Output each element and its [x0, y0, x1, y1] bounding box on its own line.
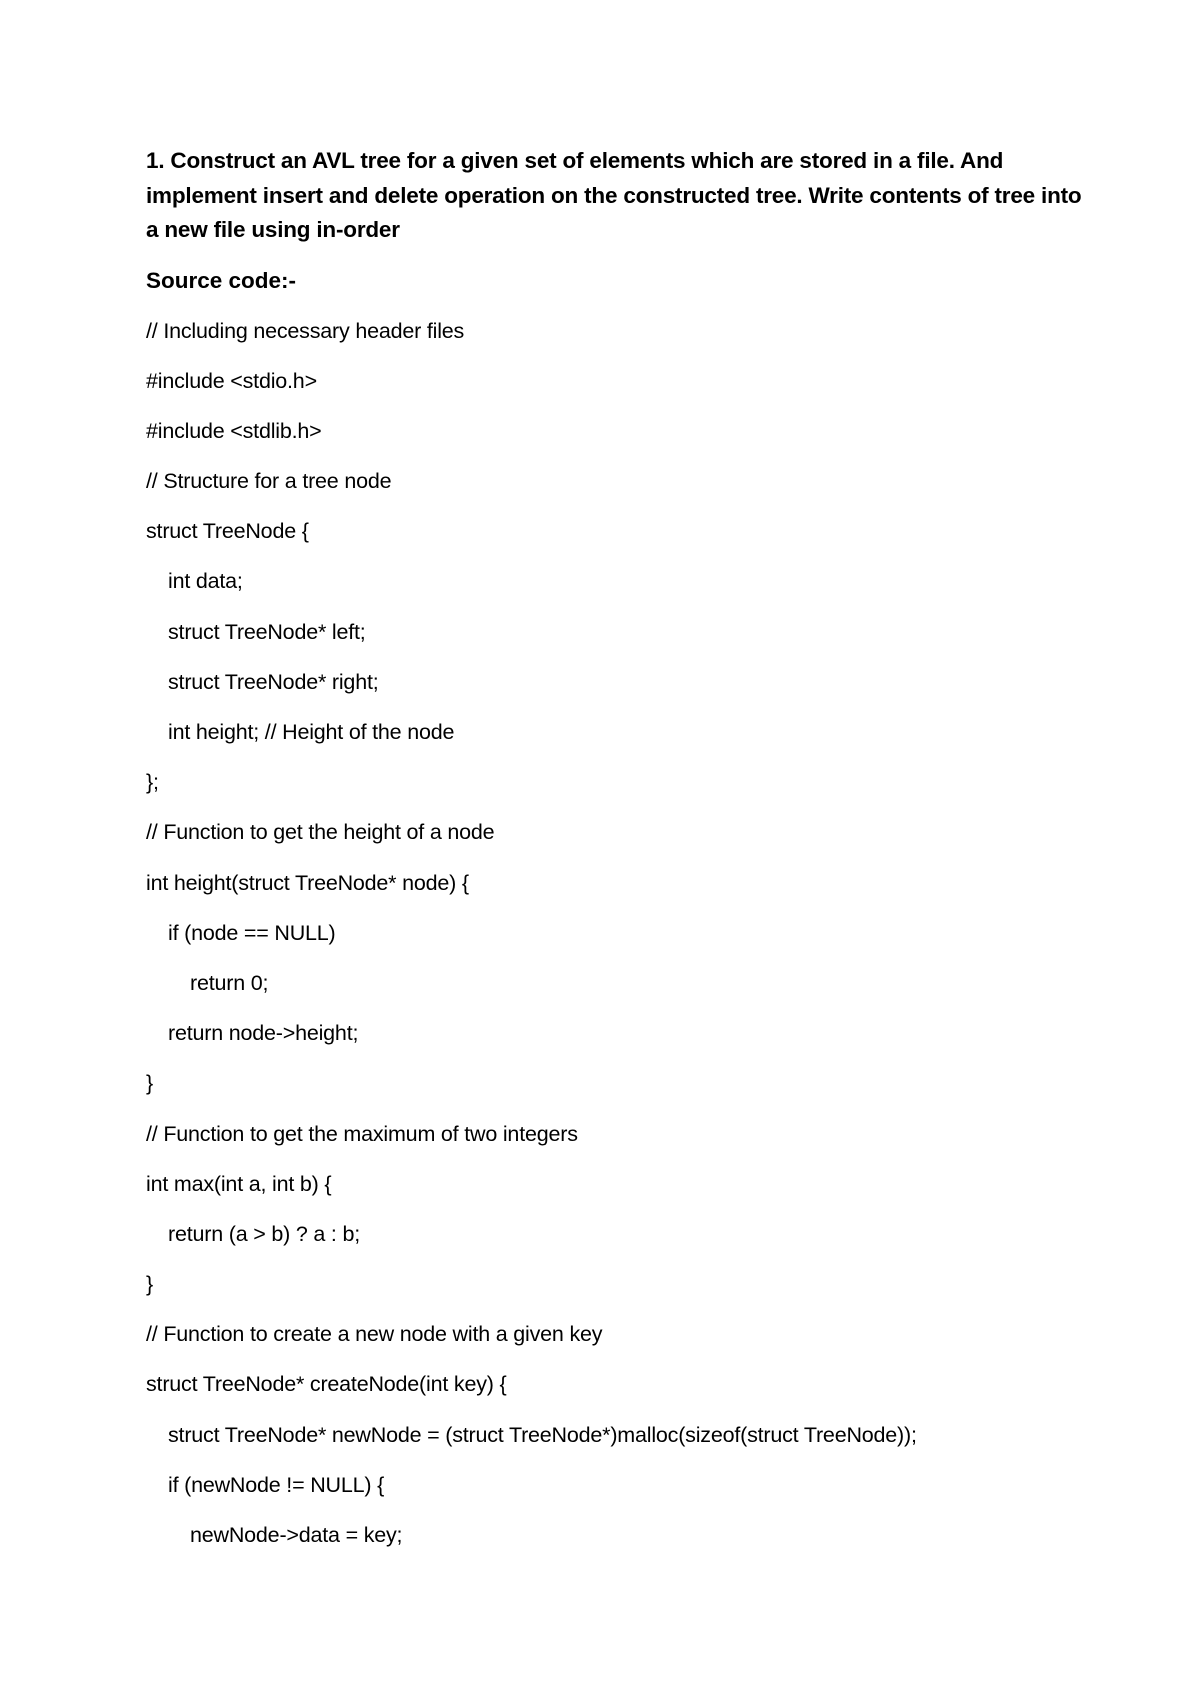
- code-line: // Function to create a new node with a given key: [146, 1322, 603, 1347]
- code-line: return 0;: [190, 970, 269, 995]
- code-line: return (a > b) ? a : b;: [168, 1221, 360, 1246]
- code-line: struct TreeNode* newNode = (struct TreeNode*)malloc(sizeof(struct TreeNode));: [168, 1422, 917, 1447]
- code-line: struct TreeNode* left;: [168, 619, 366, 644]
- code-line: // Structure for a tree node: [146, 469, 392, 494]
- code-line: // Function to get the height of a node: [146, 820, 495, 845]
- code-line: int height; // Height of the node: [168, 720, 455, 744]
- code-line: // Function to get the maximum of two integers: [146, 1121, 578, 1146]
- code-line: }: [146, 1071, 153, 1096]
- code-line: newNode->data = key;: [190, 1523, 403, 1547]
- question-text: 1. Construct an AVL tree for a given set of elements which are stored in a file. And implement insert and delete operation on the constructed tree. Write contents of tree into a new file using in-order: [146, 148, 1082, 242]
- code-line: if (newNode != NULL) {: [168, 1472, 385, 1497]
- code-line: int max(int a, int b) {: [146, 1171, 332, 1196]
- code-line: // Including necessary header files: [146, 318, 465, 343]
- code-line: struct TreeNode* createNode(int key) {: [146, 1372, 507, 1397]
- source-code-heading: Source code:-: [146, 267, 297, 293]
- code-line: }: [146, 1272, 153, 1297]
- code-line: struct TreeNode* right;: [168, 669, 379, 694]
- code-line: int height(struct TreeNode* node) {: [146, 870, 469, 895]
- code-line: if (node == NULL): [168, 920, 336, 945]
- source-code-block: [146, 314, 1086, 1553]
- document-content: [146, 144, 1086, 1568]
- code-line: return node->height;: [168, 1021, 359, 1046]
- code-line: #include <stdlib.h>: [146, 418, 322, 443]
- code-line: struct TreeNode {: [146, 519, 309, 544]
- code-line: };: [146, 770, 159, 795]
- code-line: #include <stdio.h>: [146, 368, 317, 393]
- code-line: int data;: [168, 569, 243, 594]
